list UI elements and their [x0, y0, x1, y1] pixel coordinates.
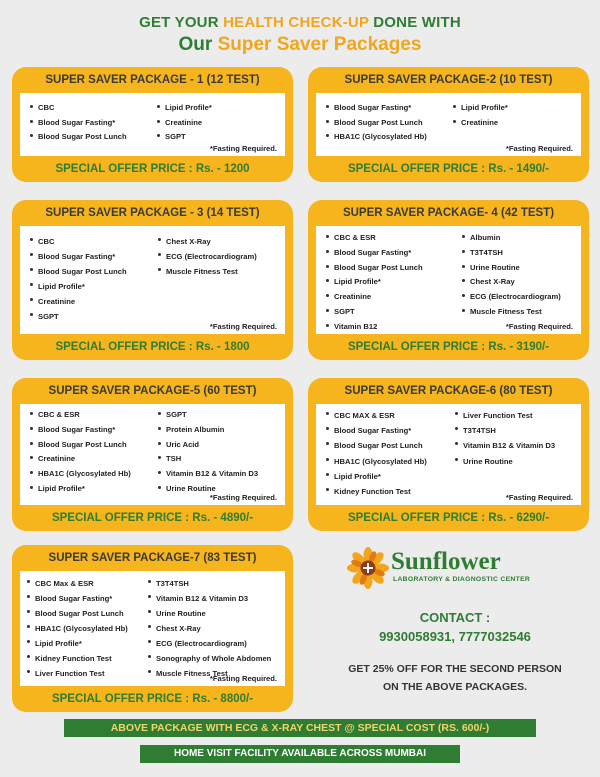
- package-test-list: [316, 404, 581, 505]
- list-item: SGPT: [158, 408, 258, 423]
- list-item: Blood Sugar Fasting*: [30, 116, 127, 131]
- list-item: Muscle Fitness Test: [462, 305, 561, 320]
- list-item: ECG (Electrocardiogram): [158, 249, 257, 264]
- contact-phone-numbers[interactable]: 9930058931, 7777032546: [379, 629, 531, 644]
- list-item: Urine Routine: [462, 261, 561, 276]
- fasting-note: *Fasting Required.: [209, 322, 277, 331]
- list-item: Sonography of Whole Abdomen: [148, 651, 271, 666]
- test-column-left: [30, 408, 131, 497]
- special-offer-price: SPECIAL OFFER PRICE : Rs. - 6290/-: [347, 512, 550, 524]
- list-item: Lipid Profile*: [30, 482, 131, 497]
- list-item: Vitamin B12 & Vitamin D3: [148, 591, 271, 606]
- package-card-7: [12, 545, 293, 712]
- list-item: Blood Sugar Post Lunch: [326, 116, 427, 131]
- list-item: Blood Sugar Post Lunch: [326, 261, 423, 276]
- list-item: Blood Sugar Fasting*: [326, 101, 427, 116]
- package-title: SUPER SAVER PACKAGE-2 (10 TEST): [344, 74, 553, 86]
- list-item: Muscle Fitness Test: [148, 666, 271, 681]
- test-column-right: [158, 408, 258, 497]
- list-item: HBA1C (Glycosylated Hb): [326, 130, 427, 145]
- list-item: Creatinine: [30, 294, 127, 309]
- test-column-left: [326, 408, 427, 499]
- fasting-note: *Fasting Required.: [209, 493, 277, 502]
- package-test-list: [20, 404, 285, 505]
- test-column-right: [157, 101, 212, 145]
- list-item: T3T4TSH: [148, 576, 271, 591]
- list-item: HBA1C (Glycosylated Hb): [27, 621, 128, 636]
- list-item: CBC & ESR: [326, 231, 423, 246]
- package-title: SUPER SAVER PACKAGE-7 (83 TEST): [48, 552, 257, 564]
- list-item: Vitamin B12 & Vitamin D3: [158, 467, 258, 482]
- list-item: Lipid Profile*: [326, 275, 423, 290]
- test-column-left: [30, 234, 127, 324]
- special-offer-price: SPECIAL OFFER PRICE : Rs. - 3190/-: [347, 341, 550, 353]
- headline-part-2: DONE WITH: [368, 14, 461, 31]
- list-item: CBC MAX & ESR: [326, 408, 427, 423]
- fasting-note: *Fasting Required.: [209, 674, 277, 683]
- package-test-list: [20, 226, 285, 334]
- test-column-right: [158, 234, 257, 279]
- test-column-left: [27, 576, 128, 681]
- list-item: CBC & ESR: [30, 408, 131, 423]
- list-item: Vitamin B12: [326, 320, 423, 335]
- subheadline-part-1: Our: [178, 34, 218, 55]
- list-item: Blood Sugar Fasting*: [326, 246, 423, 261]
- fasting-note: *Fasting Required.: [505, 493, 573, 502]
- test-column-right: [148, 576, 271, 681]
- list-item: CBC: [30, 101, 127, 116]
- subheadline: [0, 34, 600, 56]
- package-card-4: [308, 200, 589, 360]
- discount-offer: [315, 660, 595, 696]
- list-item: SGPT: [157, 130, 212, 145]
- list-item: Creatinine: [30, 452, 131, 467]
- contact-label: CONTACT :: [419, 610, 491, 625]
- list-item: Lipid Profile*: [27, 636, 128, 651]
- list-item: Urine Routine: [455, 454, 555, 469]
- brand-name: Sunflower: [391, 548, 501, 575]
- list-item: Lipid Profile*: [326, 469, 427, 484]
- list-item: Blood Sugar Fasting*: [326, 423, 427, 438]
- special-offer-price: SPECIAL OFFER PRICE : Rs. - 1490/-: [347, 163, 550, 175]
- list-item: SGPT: [30, 309, 127, 324]
- list-item: Vitamin B12 & Vitamin D3: [455, 438, 555, 453]
- list-item: Blood Sugar Post Lunch: [27, 606, 128, 621]
- special-offer-price: SPECIAL OFFER PRICE : Rs. - 8800/-: [51, 693, 254, 705]
- list-item: HBA1C (Glycosylated Hb): [326, 454, 427, 469]
- test-column-left: [30, 101, 127, 145]
- list-item: CBC Max & ESR: [27, 576, 128, 591]
- offer-line-2: ON THE ABOVE PACKAGES.: [382, 681, 528, 693]
- list-item: CBC: [30, 234, 127, 249]
- list-item: Kidney Function Test: [27, 651, 128, 666]
- fasting-note: *Fasting Required.: [505, 322, 573, 331]
- package-title: SUPER SAVER PACKAGE - 3 (14 TEST): [45, 207, 260, 219]
- list-item: Blood Sugar Post Lunch: [30, 130, 127, 145]
- list-item: Albumin: [462, 231, 561, 246]
- list-item: Liver Function Test: [455, 408, 555, 423]
- home-visit-banner: HOME VISIT FACILITY AVAILABLE ACROSS MUMBAI: [140, 745, 460, 763]
- list-item: Chest X-Ray: [158, 234, 257, 249]
- test-column-right: [453, 101, 508, 130]
- list-item: Blood Sugar Fasting*: [30, 249, 127, 264]
- list-item: Creatinine: [157, 116, 212, 131]
- special-offer-price: SPECIAL OFFER PRICE : Rs. - 1200: [55, 163, 250, 175]
- list-item: Muscle Fitness Test: [158, 264, 257, 279]
- list-item: Chest X-Ray: [462, 275, 561, 290]
- list-item: Protein Albumin: [158, 423, 258, 438]
- list-item: Blood Sugar Fasting*: [27, 591, 128, 606]
- test-column-left: [326, 231, 423, 335]
- list-item: Urine Routine: [158, 482, 258, 497]
- package-card-1: [12, 67, 293, 182]
- package-title: SUPER SAVER PACKAGE-6 (80 TEST): [344, 385, 553, 397]
- package-card-6: [308, 378, 589, 531]
- headline-highlight: HEALTH CHECK-UP: [223, 14, 369, 31]
- list-item: Lipid Profile*: [453, 101, 508, 116]
- list-item: Chest X-Ray: [148, 621, 271, 636]
- package-title: SUPER SAVER PACKAGE - 1 (12 TEST): [45, 74, 260, 86]
- test-column-right: [462, 231, 561, 320]
- list-item: ECG (Electrocardiogram): [462, 290, 561, 305]
- special-offer-price: SPECIAL OFFER PRICE : Rs. - 1800: [55, 341, 250, 353]
- ecg-xray-banner: ABOVE PACKAGE WITH ECG & X-RAY CHEST @ SPECIAL COST (RS. 600/-): [64, 719, 536, 737]
- list-item: Blood Sugar Fasting*: [30, 423, 131, 438]
- package-test-list: [316, 93, 581, 156]
- brand-logo: [347, 547, 557, 589]
- package-test-list: [316, 226, 581, 334]
- list-item: Liver Function Test: [27, 666, 128, 681]
- list-item: Blood Sugar Post Lunch: [326, 438, 427, 453]
- list-item: T3T4TSH: [455, 423, 555, 438]
- list-item: Lipid Profile*: [30, 279, 127, 294]
- package-card-5: [12, 378, 293, 531]
- fasting-note: *Fasting Required.: [209, 144, 277, 153]
- headline-part-1: GET YOUR: [139, 14, 224, 31]
- list-item: Blood Sugar Post Lunch: [30, 438, 131, 453]
- list-item: TSH: [158, 452, 258, 467]
- list-item: ECG (Electrocardiogram): [148, 636, 271, 651]
- headline: [0, 14, 600, 31]
- list-item: Blood Sugar Post Lunch: [30, 264, 127, 279]
- list-item: Kidney Function Test: [326, 484, 427, 499]
- offer-line-1: GET 25% OFF FOR THE SECOND PERSON: [348, 663, 562, 675]
- list-item: Lipid Profile*: [157, 101, 212, 116]
- test-column-left: [326, 101, 427, 145]
- list-item: Creatinine: [453, 116, 508, 131]
- fasting-note: *Fasting Required.: [505, 144, 573, 153]
- package-card-2: [308, 67, 589, 182]
- package-test-list: [20, 93, 285, 156]
- list-item: Uric Acid: [158, 438, 258, 453]
- package-test-list: [20, 571, 285, 686]
- list-item: Creatinine: [326, 290, 423, 305]
- sunflower-logo-icon: [347, 547, 389, 589]
- package-title: SUPER SAVER PACKAGE- 4 (42 TEST): [342, 207, 555, 219]
- test-column-right: [455, 408, 555, 469]
- subheadline-highlight: Super Saver Packages: [217, 34, 422, 55]
- special-offer-price: SPECIAL OFFER PRICE : Rs. - 4890/-: [51, 512, 254, 524]
- list-item: T3T4TSH: [462, 246, 561, 261]
- list-item: SGPT: [326, 305, 423, 320]
- brand-subtitle: LABORATORY & DIAGNOSTIC CENTER: [393, 576, 531, 583]
- package-title: SUPER SAVER PACKAGE-5 (60 TEST): [48, 385, 257, 397]
- list-item: HBA1C (Glycosylated Hb): [30, 467, 131, 482]
- package-card-3: [12, 200, 293, 360]
- list-item: Urine Routine: [148, 606, 271, 621]
